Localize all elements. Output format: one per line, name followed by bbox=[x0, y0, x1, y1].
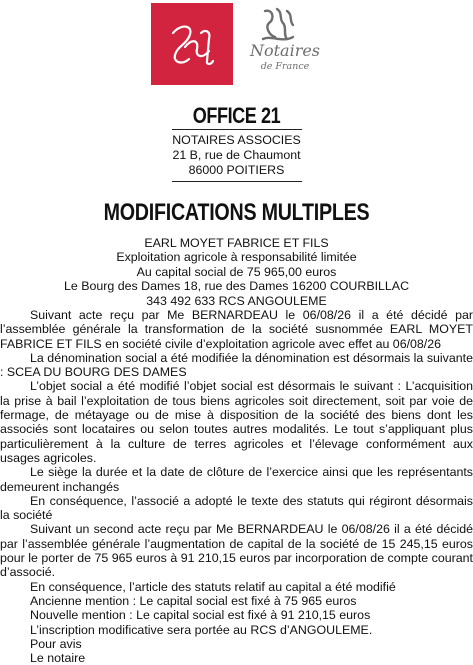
notice-paragraph: L’objet social a été modifié l’objet social est désormais le suivant : L’acquisition la prise à bail l’exploitation de tous biens agricoles soit directement, soit par voie de fermage, de métayage ou de mise à disposition de la société des biens dont les associés sont locataires ou selon toutes autres modalités. Le tout s’appliquant plus particulièrement à la culture de terres agricoles et l’élevage conformément aux usages agricoles. bbox=[0, 379, 473, 465]
notaires-de-france-logo bbox=[239, 5, 329, 85]
company-line: EARL MOYET FABRICE ET FILS bbox=[144, 236, 329, 250]
office-line: 86000 POITIERS bbox=[188, 163, 285, 177]
office-divider bbox=[172, 181, 302, 182]
notary-office-logo bbox=[151, 3, 233, 85]
notice-signature: Le notaire bbox=[30, 651, 86, 665]
notice-paragraph: L’inscription modificative sera portée au RCS d’ANGOULEME. bbox=[30, 622, 373, 637]
office-title: OFFICE 21 bbox=[192, 103, 281, 128]
office-line: 21 B, rue de Chaumont bbox=[172, 148, 301, 162]
office-line: NOTAIRES ASSOCIES bbox=[172, 133, 301, 147]
monogram-icon bbox=[151, 3, 233, 85]
notice-paragraph: Suivant un second acte reçu par Me BERNARDEAU le 06/08/26 il a été décidé par l’assemblée générale l’augmentation de capital de la société de 15 245,15 euros pour le porter de 75 965 euros à 91 210,15 euros par incorporation de compte courant d’associé. bbox=[0, 522, 473, 580]
company-line: Le Bourg des Dames 18, rue des Dames 16200 COURBILLAC bbox=[63, 279, 410, 293]
notice-paragraph: En conséquence, l’article des statuts relatif au capital a été modifié bbox=[30, 579, 396, 594]
notice-signoff: Pour avis bbox=[30, 636, 82, 651]
company-line: 343 492 633 RCS ANGOULEME bbox=[146, 294, 327, 308]
notaires-de-france-mark-icon bbox=[259, 5, 297, 45]
notice-paragraph: La dénomination social a été modifiée la dénomination est désormais la suivante : SCEA DU BOURG DES DAMES bbox=[0, 350, 473, 380]
logo-subtitle: de France bbox=[260, 61, 310, 72]
logo-word: Notaires bbox=[249, 41, 321, 60]
notice-body bbox=[0, 308, 473, 665]
notice-paragraph: Nouvelle mention : Le capital social est fixé à 91 210,15 euros bbox=[30, 608, 371, 623]
notice-paragraph: Ancienne mention : Le capital social est fixé à 75 965 euros bbox=[30, 593, 357, 608]
company-line: Exploitation agricole à responsabilité limitée bbox=[116, 250, 357, 264]
office-divider bbox=[172, 129, 302, 130]
company-line: Au capital social de 75 965,00 euros bbox=[136, 265, 337, 279]
notice-title: MODIFICATIONS MULTIPLES bbox=[103, 199, 370, 226]
notice-paragraph: En conséquence, l’associé a adopté le texte des statuts qui régiront désormais la société bbox=[0, 493, 473, 523]
notice-paragraph: Le siège la durée et la date de clôture de l’exercice ainsi que les représentants demeurent inchangés bbox=[0, 465, 473, 494]
notice-paragraph: Suivant acte reçu par Me BERNARDEAU le 06/08/26 il a été décidé par l’assemblée générale la transformation de la société susnommée EARL MOYET FABRICE ET FILS en société civile d’exploitation agricole avec effet au 06/08/26 bbox=[0, 308, 473, 351]
